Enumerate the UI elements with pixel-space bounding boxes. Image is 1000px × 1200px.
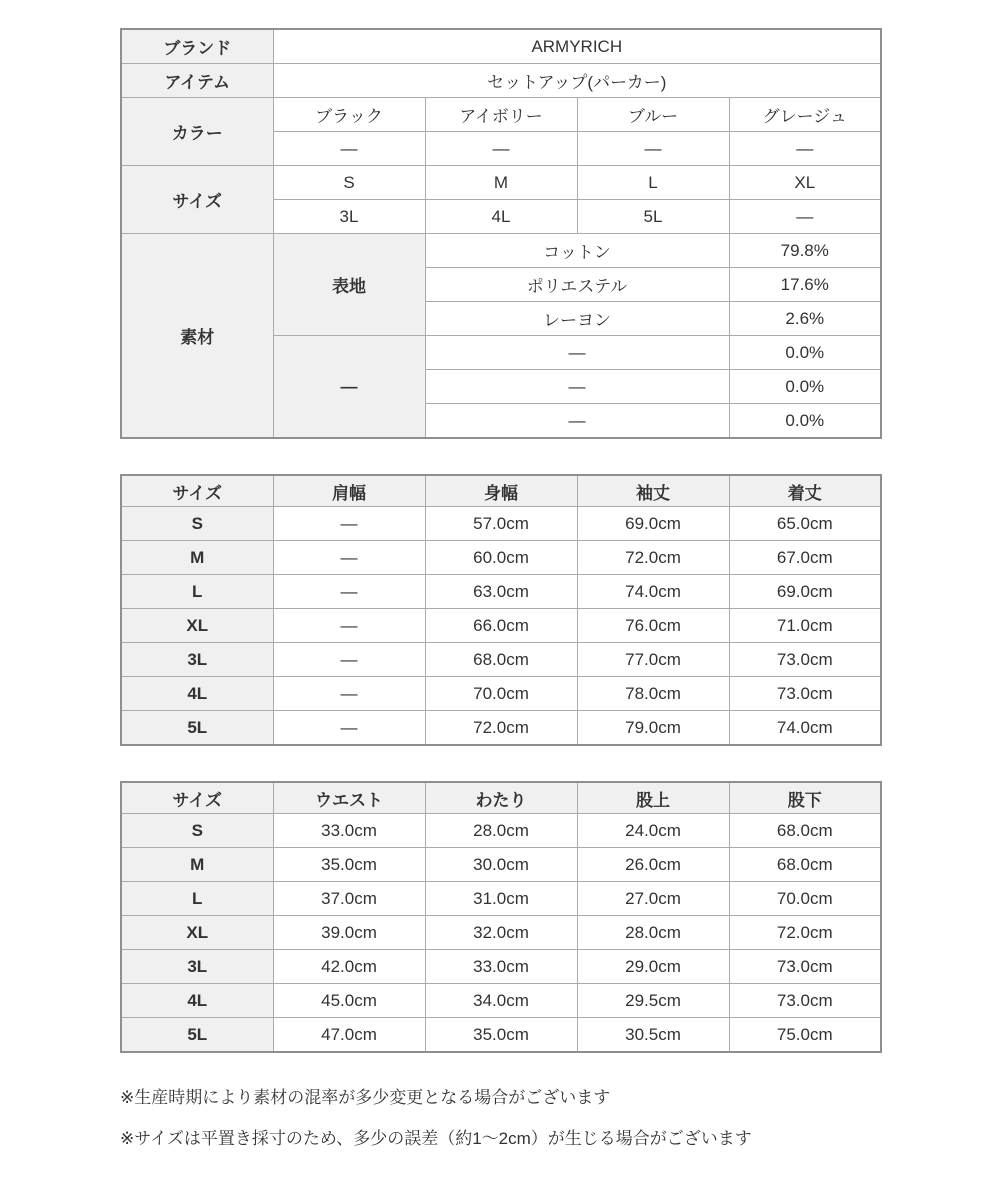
- column-header: サイズ: [121, 782, 273, 814]
- size-cell: S: [273, 166, 425, 200]
- data-cell: 24.0cm: [577, 814, 729, 848]
- brand-value: ARMYRICH: [273, 29, 881, 64]
- column-header: ウエスト: [273, 782, 425, 814]
- table-row: [121, 1018, 881, 1053]
- item-label: アイテム: [121, 64, 273, 98]
- row-header-cell: XL: [121, 916, 273, 950]
- data-cell: 47.0cm: [273, 1018, 425, 1053]
- size-cell: M: [425, 166, 577, 200]
- data-cell: 75.0cm: [729, 1018, 881, 1053]
- material-percent: 0.0%: [729, 404, 881, 439]
- table-row: [121, 882, 881, 916]
- data-cell: 26.0cm: [577, 848, 729, 882]
- color-cell: ブルー: [577, 98, 729, 132]
- color-cell: —: [729, 132, 881, 166]
- data-cell: 77.0cm: [577, 643, 729, 677]
- tops-size-table: [120, 474, 882, 746]
- data-cell: 28.0cm: [425, 814, 577, 848]
- data-cell: —: [273, 541, 425, 575]
- material-component: —: [425, 336, 729, 370]
- data-cell: 29.0cm: [577, 950, 729, 984]
- table-row: [121, 848, 881, 882]
- material-component: —: [425, 370, 729, 404]
- row-header-cell: M: [121, 848, 273, 882]
- data-cell: 33.0cm: [425, 950, 577, 984]
- data-cell: 27.0cm: [577, 882, 729, 916]
- column-header: 身幅: [425, 475, 577, 507]
- table-row: [121, 643, 881, 677]
- table-row: [121, 64, 881, 98]
- data-cell: 69.0cm: [577, 507, 729, 541]
- material-percent: 0.0%: [729, 336, 881, 370]
- data-cell: 79.0cm: [577, 711, 729, 746]
- column-header: わたり: [425, 782, 577, 814]
- data-cell: 70.0cm: [425, 677, 577, 711]
- spacer: [120, 439, 1000, 474]
- data-cell: 63.0cm: [425, 575, 577, 609]
- size-cell: L: [577, 166, 729, 200]
- row-header-cell: 3L: [121, 950, 273, 984]
- data-cell: 74.0cm: [729, 711, 881, 746]
- data-cell: 73.0cm: [729, 643, 881, 677]
- data-cell: 30.0cm: [425, 848, 577, 882]
- color-cell: —: [425, 132, 577, 166]
- bottoms-size-table: [120, 781, 882, 1053]
- material-percent: 79.8%: [729, 234, 881, 268]
- size-cell: 5L: [577, 200, 729, 234]
- spacer: [120, 746, 1000, 781]
- size-cell: XL: [729, 166, 881, 200]
- table-row: [121, 541, 881, 575]
- data-cell: 30.5cm: [577, 1018, 729, 1053]
- material-group-name: 表地: [273, 234, 425, 336]
- footnotes: [120, 1086, 1000, 1151]
- material-component: コットン: [425, 234, 729, 268]
- size-label: サイズ: [121, 166, 273, 234]
- table-header-row: [121, 782, 881, 814]
- note-line: ※生産時期により素材の混率が多少変更となる場合がございます: [120, 1088, 611, 1107]
- row-header-cell: L: [121, 575, 273, 609]
- column-header: 肩幅: [273, 475, 425, 507]
- size-cell: —: [729, 200, 881, 234]
- material-percent: 0.0%: [729, 370, 881, 404]
- color-label: カラー: [121, 98, 273, 166]
- data-cell: 29.5cm: [577, 984, 729, 1018]
- data-cell: 69.0cm: [729, 575, 881, 609]
- table-row: [121, 575, 881, 609]
- table-row: [121, 98, 881, 132]
- data-cell: 35.0cm: [425, 1018, 577, 1053]
- table-row: [121, 507, 881, 541]
- data-cell: 68.0cm: [729, 814, 881, 848]
- table-row: [121, 166, 881, 200]
- data-cell: —: [273, 677, 425, 711]
- row-header-cell: S: [121, 814, 273, 848]
- row-header-cell: L: [121, 882, 273, 916]
- table-row: [121, 984, 881, 1018]
- material-percent: 17.6%: [729, 268, 881, 302]
- material-percent: 2.6%: [729, 302, 881, 336]
- data-cell: 33.0cm: [273, 814, 425, 848]
- data-cell: 73.0cm: [729, 677, 881, 711]
- table-row: [121, 29, 881, 64]
- data-cell: 60.0cm: [425, 541, 577, 575]
- table-row: [121, 814, 881, 848]
- data-cell: 34.0cm: [425, 984, 577, 1018]
- color-cell: ブラック: [273, 98, 425, 132]
- column-header: 股下: [729, 782, 881, 814]
- table-row: [121, 234, 881, 268]
- data-cell: 72.0cm: [425, 711, 577, 746]
- row-header-cell: XL: [121, 609, 273, 643]
- column-header: 着丈: [729, 475, 881, 507]
- data-cell: —: [273, 609, 425, 643]
- color-cell: グレージュ: [729, 98, 881, 132]
- table-row: [121, 711, 881, 746]
- color-cell: アイボリー: [425, 98, 577, 132]
- data-cell: —: [273, 711, 425, 746]
- material-component: レーヨン: [425, 302, 729, 336]
- data-cell: 76.0cm: [577, 609, 729, 643]
- row-header-cell: 4L: [121, 677, 273, 711]
- column-header: 袖丈: [577, 475, 729, 507]
- row-header-cell: 5L: [121, 1018, 273, 1053]
- data-cell: 70.0cm: [729, 882, 881, 916]
- data-cell: 35.0cm: [273, 848, 425, 882]
- row-header-cell: M: [121, 541, 273, 575]
- data-cell: 78.0cm: [577, 677, 729, 711]
- row-header-cell: 4L: [121, 984, 273, 1018]
- table-row: [121, 609, 881, 643]
- data-cell: 67.0cm: [729, 541, 881, 575]
- row-header-cell: S: [121, 507, 273, 541]
- color-cell: —: [577, 132, 729, 166]
- note-line: ※サイズは平置き採寸のため、多少の誤差（約1～2cm）が生じる場合がございます: [120, 1129, 752, 1148]
- color-cell: —: [273, 132, 425, 166]
- data-cell: 45.0cm: [273, 984, 425, 1018]
- data-cell: 71.0cm: [729, 609, 881, 643]
- data-cell: 32.0cm: [425, 916, 577, 950]
- size-cell: 3L: [273, 200, 425, 234]
- data-cell: 73.0cm: [729, 950, 881, 984]
- data-cell: —: [273, 507, 425, 541]
- data-cell: 37.0cm: [273, 882, 425, 916]
- data-cell: 65.0cm: [729, 507, 881, 541]
- data-cell: 39.0cm: [273, 916, 425, 950]
- material-component: —: [425, 404, 729, 439]
- table-row: [121, 950, 881, 984]
- row-header-cell: 3L: [121, 643, 273, 677]
- table-header-row: [121, 475, 881, 507]
- material-label: 素材: [121, 234, 273, 439]
- data-cell: 68.0cm: [425, 643, 577, 677]
- data-cell: 72.0cm: [577, 541, 729, 575]
- data-cell: —: [273, 643, 425, 677]
- size-cell: 4L: [425, 200, 577, 234]
- material-group-name: —: [273, 336, 425, 439]
- row-header-cell: 5L: [121, 711, 273, 746]
- data-cell: 74.0cm: [577, 575, 729, 609]
- item-value: セットアップ(パーカー): [273, 64, 881, 98]
- data-cell: 57.0cm: [425, 507, 577, 541]
- product-spec-table: [120, 28, 882, 439]
- column-header: サイズ: [121, 475, 273, 507]
- data-cell: 73.0cm: [729, 984, 881, 1018]
- data-cell: 72.0cm: [729, 916, 881, 950]
- data-cell: —: [273, 575, 425, 609]
- material-component: ポリエステル: [425, 268, 729, 302]
- column-header: 股上: [577, 782, 729, 814]
- data-cell: 42.0cm: [273, 950, 425, 984]
- data-cell: 66.0cm: [425, 609, 577, 643]
- data-cell: 31.0cm: [425, 882, 577, 916]
- data-cell: 68.0cm: [729, 848, 881, 882]
- table-row: [121, 677, 881, 711]
- brand-label: ブランド: [121, 29, 273, 64]
- data-cell: 28.0cm: [577, 916, 729, 950]
- table-row: [121, 916, 881, 950]
